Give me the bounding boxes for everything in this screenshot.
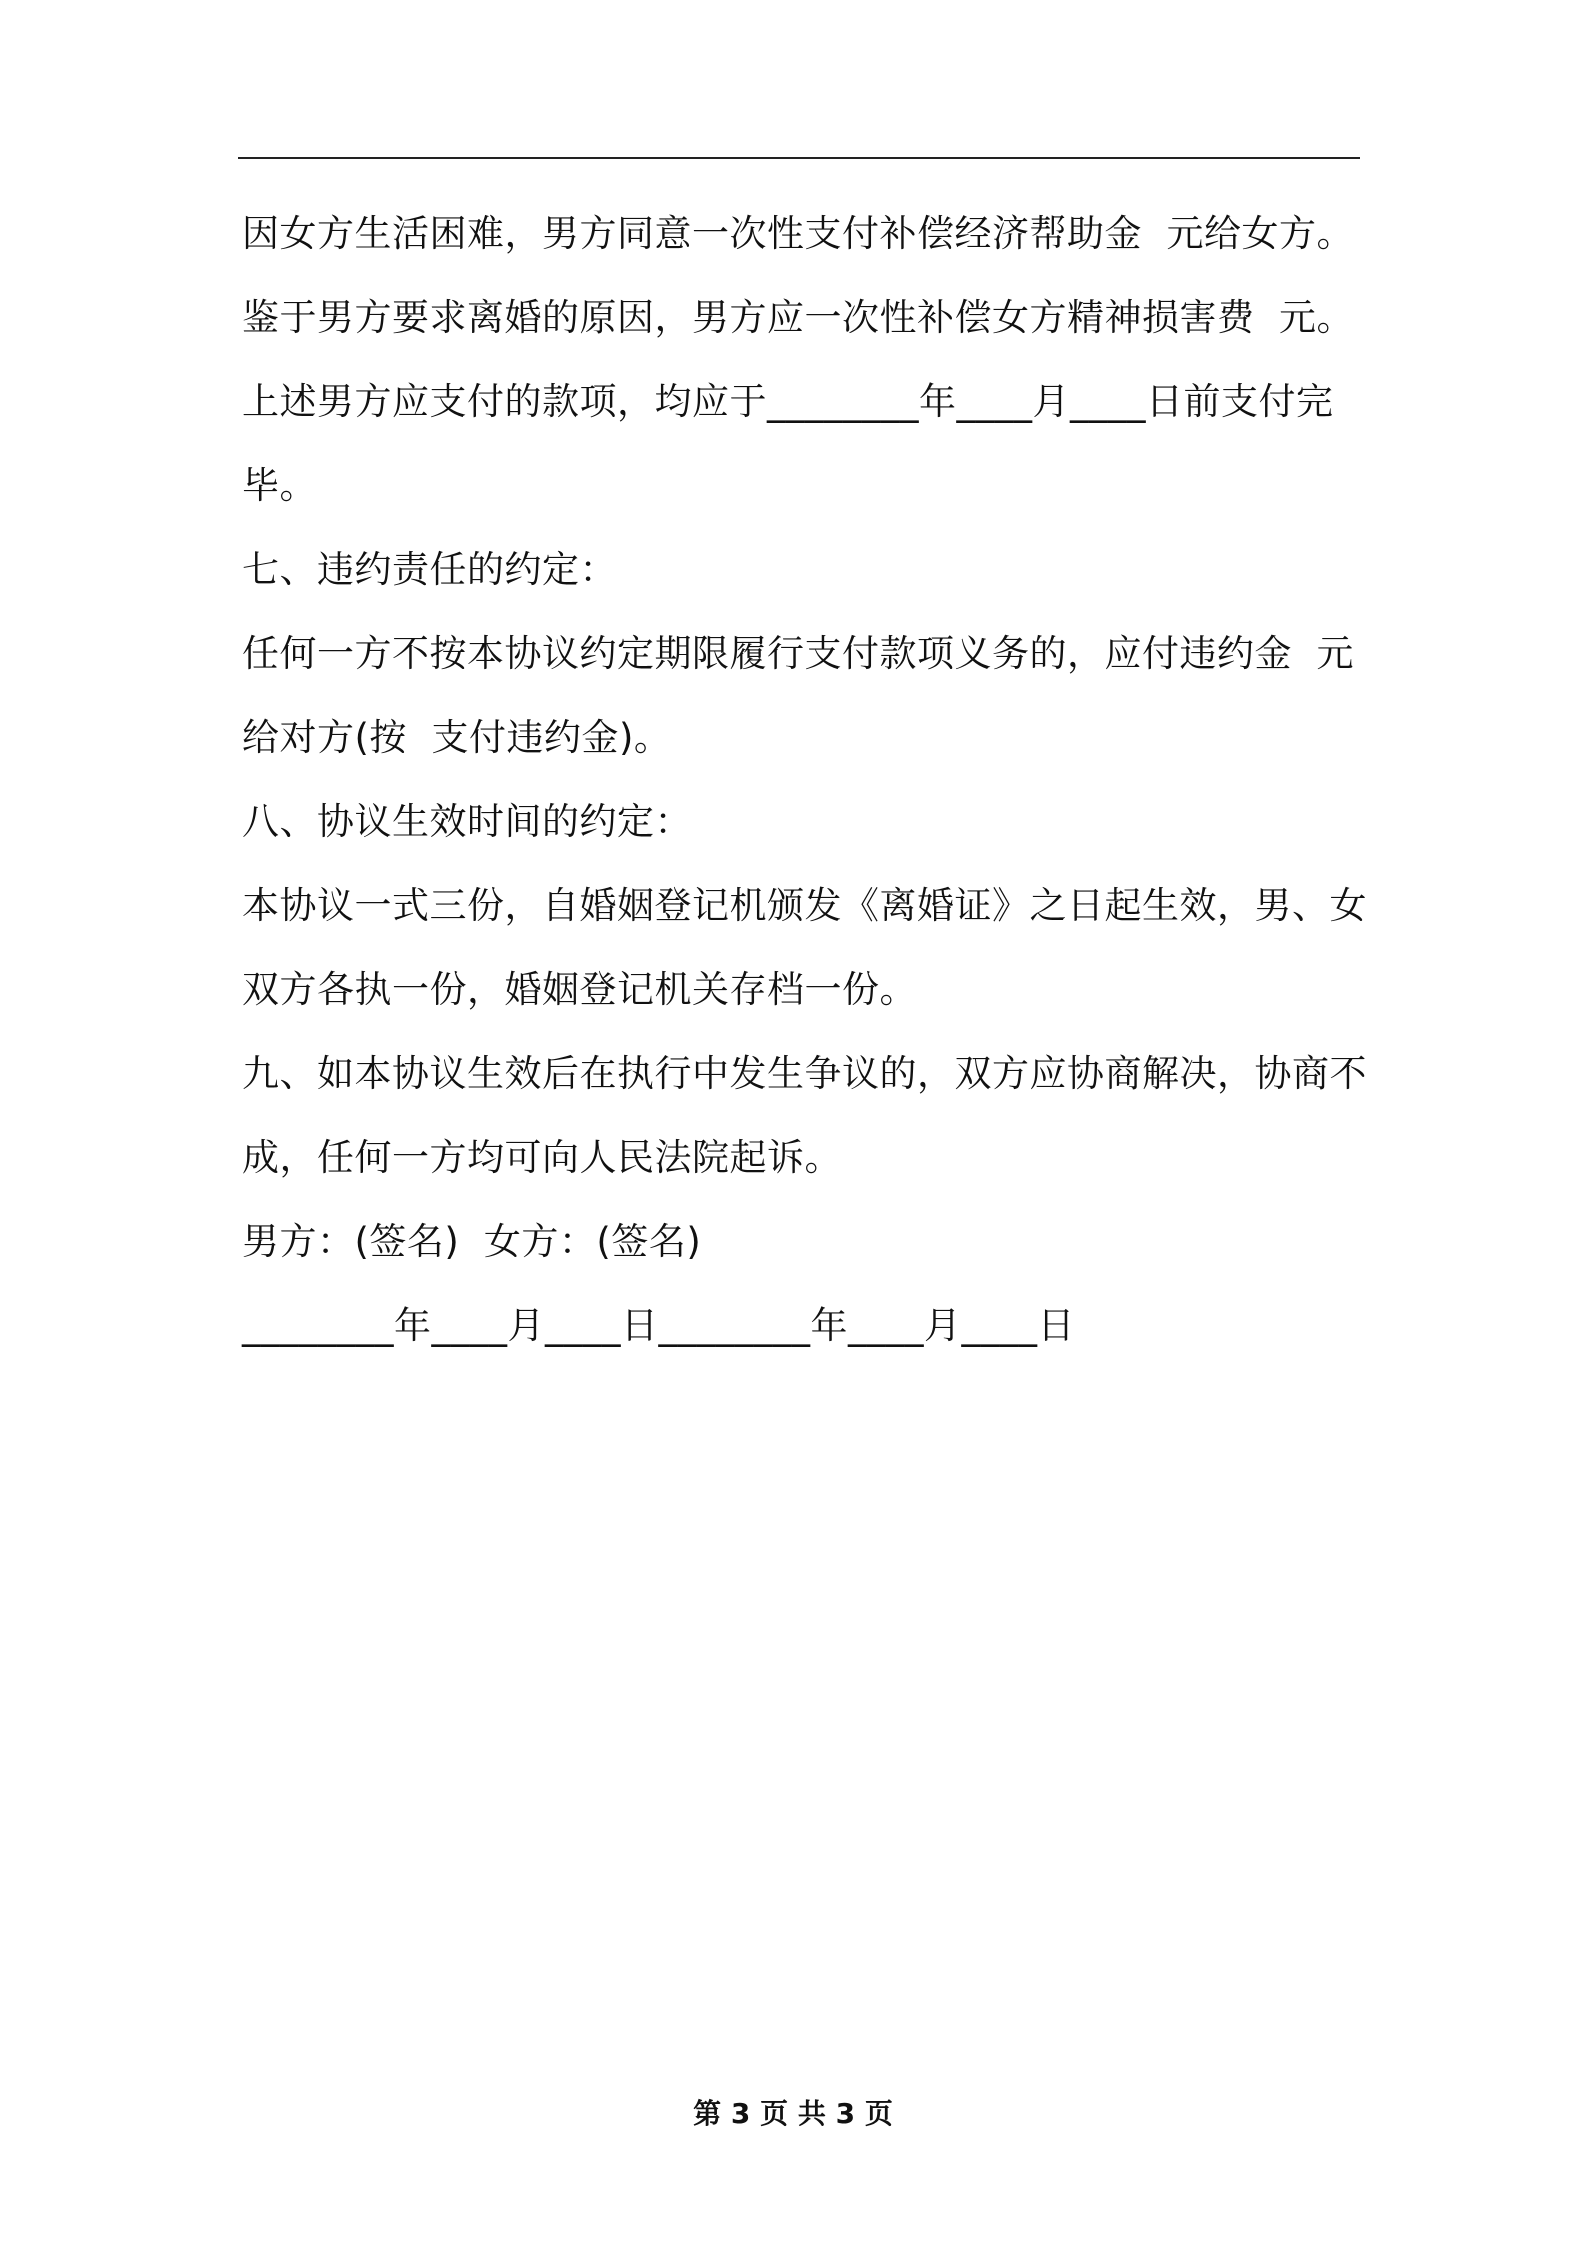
paragraph-line: 任何一方不按本协议约定期限履行支付款项义务的，应付违约金 元: [242, 632, 1355, 675]
paragraph-line: 成，任何一方均可向人民法院起诉。: [242, 1136, 842, 1179]
paragraph-line: 上述男方应支付的款项，均应于________年____月____日前支付完: [242, 380, 1334, 423]
document-body: [242, 192, 1367, 1368]
paragraph-line: 本协议一式三份，自婚姻登记机颁发《离婚证》之日起生效，男、女: [242, 884, 1367, 927]
paragraph-line: 毕。: [242, 464, 317, 507]
paragraph-line: 九、如本协议生效后在执行中发生争议的，双方应协商解决，协商不: [242, 1052, 1367, 1095]
date-line: ________年____月____日________年____月____日: [242, 1304, 1075, 1347]
header-rule: [238, 157, 1360, 159]
paragraph-line: 鉴于男方要求离婚的原因，男方应一次性补偿女方精神损害费 元。: [242, 296, 1355, 339]
paragraph-line: 因女方生活困难，男方同意一次性支付补偿经济帮助金 元给女方。: [242, 212, 1355, 255]
paragraph-line: 给对方(按 支付违约金)。: [242, 716, 672, 759]
section-heading: 八、协议生效时间的约定：: [242, 800, 692, 843]
paragraph-line: 双方各执一份，婚姻登记机关存档一份。: [242, 968, 917, 1011]
page-number: 第 3 页 共 3 页: [693, 2097, 893, 2130]
signature-line: 男方：(签名) 女方：(签名): [242, 1220, 702, 1263]
section-heading: 七、违约责任的约定：: [242, 548, 617, 591]
